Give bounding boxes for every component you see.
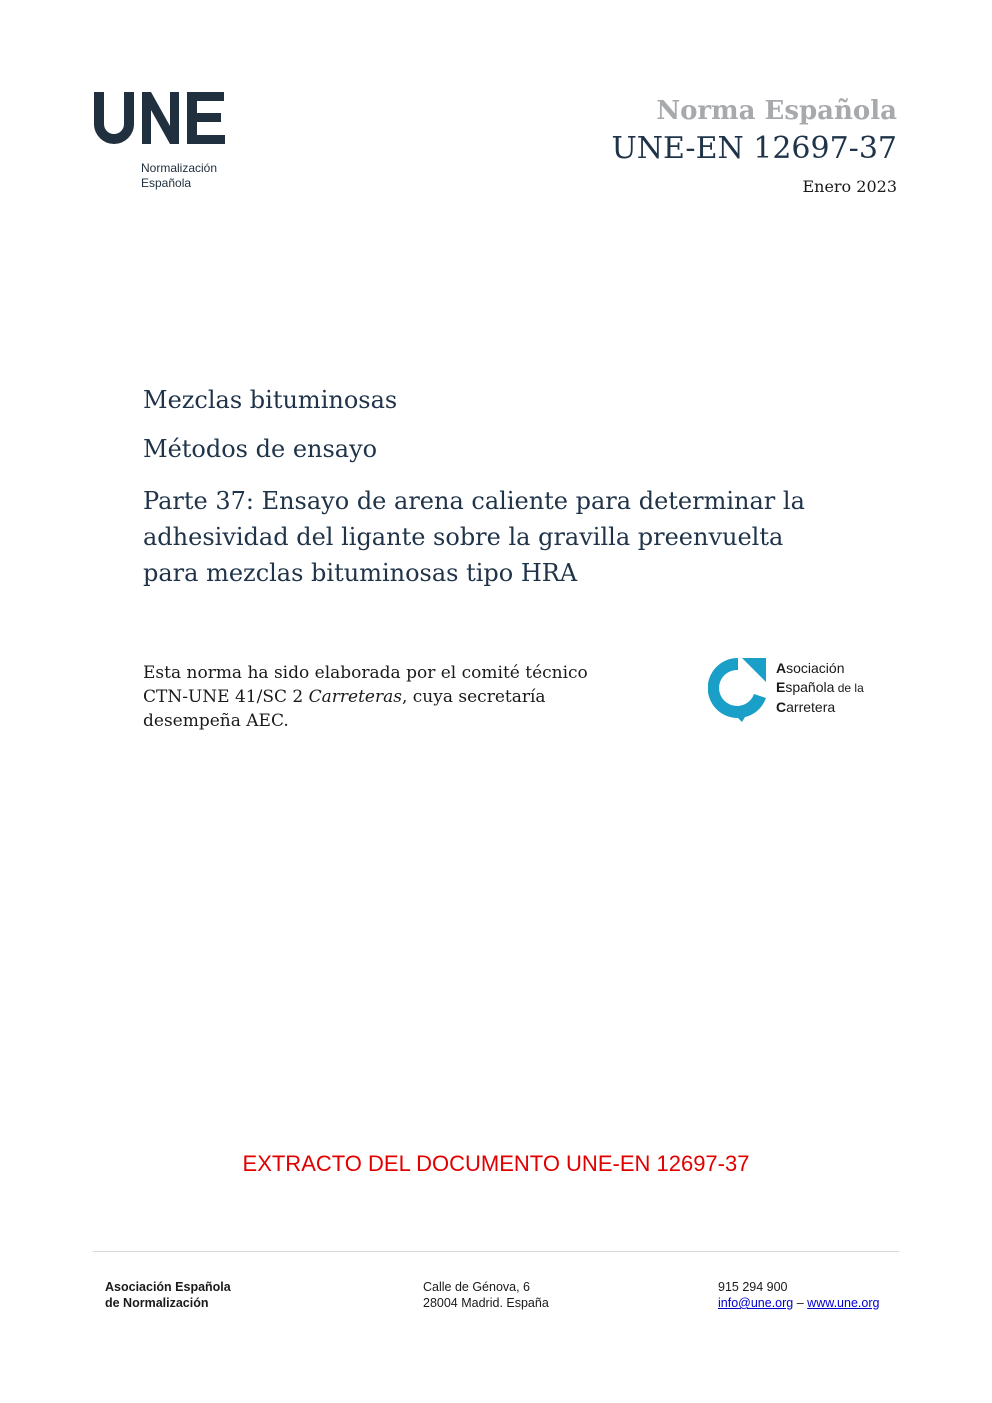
une-logo-line1: Normalización [141,161,218,175]
email-link[interactable]: info@une.org [718,1296,794,1310]
publication-date: Enero 2023 [802,177,897,196]
footer-org-line-1: Asociación Española [105,1280,231,1294]
aec-word-1: Asociación [776,660,845,676]
committee-secretary: , cuya secretaría [401,687,546,707]
footer-address [423,1279,549,1311]
title-part-line-c: para mezclas bituminosas tipo HRA [143,559,578,587]
une-logo-line2: Española [141,176,192,190]
aec-logo [708,654,898,730]
extract-notice: EXTRACTO DEL DOCUMENTO UNE-EN 12697-37 [242,1151,750,1176]
committee-line-2 [143,685,613,709]
footer-addr-line-2: 28004 Madrid. España [423,1296,549,1310]
title-line-1: Mezclas bituminosas [143,386,398,414]
title-part-line-b: adhesividad del ligante sobre la gravilla preenvuelta [143,523,784,551]
footer-links [718,1295,879,1311]
une-logo-mark-icon [92,88,232,148]
committee-line-3: desempeña AEC. [143,711,289,731]
une-logo [92,88,242,198]
footer-addr-line-1: Calle de Génova, 6 [423,1280,531,1294]
committee-code: CTN-UNE 41/SC 2 [143,687,309,707]
committee-note [143,661,613,733]
title-line-2: Métodos de ensayo [143,435,378,463]
norma-label: Norma Española [656,96,897,126]
committee-name: Carreteras [308,687,402,707]
aec-word-3: Carretera [776,699,836,715]
aec-logo-icon [708,654,770,726]
footer-org-line-2: de Normalización [105,1296,209,1310]
title-part [143,483,805,591]
aec-word-2: Española de la [776,679,864,695]
committee-line-1: Esta norma ha sido elaborada por el comité técnico [143,663,588,683]
website-link[interactable]: www.une.org [807,1296,880,1310]
standard-code: UNE-EN 12697-37 [611,131,897,166]
aec-logo-words [776,659,864,717]
footer-divider [93,1251,899,1252]
title-part-line-a: Parte 37: Ensayo de arena caliente para determinar la [143,487,805,515]
footer-organization [105,1279,231,1311]
footer-contact [718,1279,879,1311]
footer-phone: 915 294 900 [718,1280,788,1294]
footer-link-separator: – [796,1296,804,1310]
